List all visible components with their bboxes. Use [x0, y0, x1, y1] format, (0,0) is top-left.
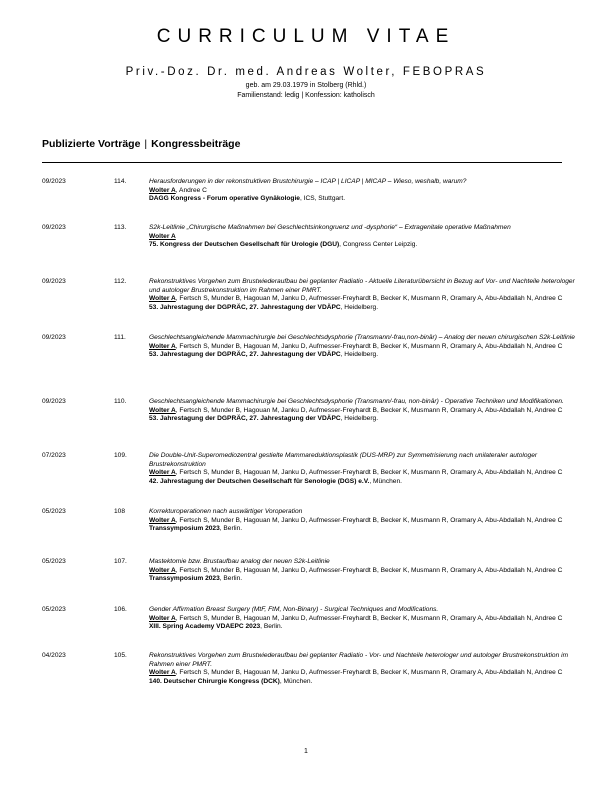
talk-date: 09/2023: [42, 178, 66, 185]
talk-authors: [149, 343, 586, 352]
talk-authors: [149, 567, 586, 576]
talk-body: [149, 278, 586, 312]
talk-coauthors: , Fertsch S, Munder B, Hagouan M, Janku D, Aufmesser-Freyhardt B, Becker K, Musmann R, Oramary A, Abu-Abdallah N, Andree C: [175, 614, 563, 622]
talk-venue-name: 53. Jahrestagung der DGPRÄC, 27. Jahrestagung der VDÄPC: [149, 303, 341, 311]
talk-venue: [149, 678, 586, 687]
talk-venue-name: Transsymposium 2023: [149, 525, 220, 533]
talk-lead-author: Wolter A: [149, 342, 176, 350]
talk-body: [149, 334, 586, 360]
talk-number: 110.: [114, 398, 127, 405]
talk-number: 114.: [114, 178, 127, 185]
talk-title: Mastektomie bzw. Brustaufbau analog der neuen S2k-Leitlinie: [149, 558, 330, 565]
birth-info: geb. am 29.03.1979 in Stolberg (Rhld.): [245, 82, 367, 89]
talk-body: [149, 508, 586, 534]
talk-body: [149, 558, 586, 584]
talk-authors: [149, 295, 586, 304]
talk-venue: [149, 415, 586, 424]
talk-body: [149, 178, 586, 204]
talk-venue-place: , Heidelberg.: [340, 303, 379, 311]
personal-info: Familienstand: ledig | Konfession: katholisch: [237, 92, 375, 99]
talk-body: [149, 452, 586, 486]
talk-title: Korrekturoperationen nach auswärtiger Voroperation: [149, 508, 303, 515]
talk-authors: [149, 407, 586, 416]
talk-date: 09/2023: [42, 278, 66, 285]
talk-coauthors: , Fertsch S, Munder B, Hagouan M, Janku D, Aufmesser-Freyhardt B, Becker K, Musmann R, Oramary A, Abu-Abdallah N, Andree C: [175, 566, 563, 574]
talk-coauthors: , Fertsch S, Munder B, Hagouan M, Janku D, Aufmesser-Freyhardt B, Becker K, Musmann R, Oramary A, Abu-Abdallah N, Andree C: [175, 669, 563, 677]
talk-title: Geschlechtsangleichende Mammachirurgie bei Geschlechtsdysphorie (Transmann/-frau, non-binär) - Operative Techniken und Modifikationen.: [149, 398, 564, 405]
talk-lead-author: Wolter A: [149, 186, 176, 194]
talk-date: 09/2023: [42, 398, 66, 405]
talk-venue-name: 53. Jahrestagung der DGPRÄC, 27. Jahrestagung der VDÄPC: [149, 415, 341, 423]
talk-authors: [149, 233, 586, 242]
talk-date: 05/2023: [42, 558, 66, 565]
talk-coauthors: , Fertsch S, Munder B, Hagouan M, Janku D, Aufmesser-Freyhardt B, Becker K, Musmann R, Oramary A, Abu-Abdallah N, Andree C: [175, 295, 563, 303]
talk-venue-place: , Berlin.: [260, 623, 283, 631]
talk-number: 111.: [114, 334, 126, 341]
talk-number: 107.: [114, 558, 127, 565]
talk-venue-place: , Berlin.: [219, 525, 243, 533]
section-heading: [42, 138, 240, 150]
talk-date: 09/2023: [42, 334, 66, 341]
talk-body: [149, 606, 586, 632]
talk-venue-place: , Heidelberg.: [340, 351, 379, 359]
talk-venue-place: , Congress Center Leipzig.: [339, 241, 418, 249]
talk-title: Geschlechtsangleichende Mammachirurgie bei Geschlechtsdysphorie (Transmann/-frau,non-binär) – Analog der neuen chirurgischen S2k-Leitlinie: [149, 334, 575, 341]
talk-lead-author: Wolter A: [149, 566, 176, 574]
cv-title: CURRICULUM VITAE: [156, 26, 456, 47]
talk-venue: [149, 241, 586, 250]
talk-body: [149, 398, 586, 424]
author-name: Priv.-Doz. Dr. med. Andreas Wolter, FEBOPRAS: [125, 66, 487, 78]
section-heading-left: Publizierte Vorträge: [42, 138, 141, 150]
talk-number: 105.: [114, 652, 127, 659]
talk-venue-name: 42. Jahrestagung der Deutschen Gesellschaft für Senologie (DGS) e.V.: [149, 477, 370, 485]
talk-number: 106.: [114, 606, 127, 613]
section-rule: [42, 162, 562, 163]
talk-venue: [149, 478, 586, 487]
talk-coauthors: , Fertsch S, Munder B, Hagouan M, Janku D, Aufmesser-Freyhardt B, Becker K, Musmann R, Oramary A, Abu-Abdallah N, Andree C: [175, 516, 563, 524]
talk-lead-author: Wolter A: [149, 669, 176, 677]
talk-date: 07/2023: [42, 452, 66, 459]
talk-number: 108: [114, 508, 126, 515]
talk-authors: [149, 517, 586, 526]
talk-number: 113.: [114, 224, 127, 231]
talk-lead-author: Wolter A: [149, 614, 176, 622]
talk-venue: [149, 525, 586, 534]
talk-authors: [149, 187, 586, 196]
talk-venue-place: , München.: [279, 677, 313, 685]
talk-venue-name: XIII. Spring Academy VDAEPC 2023: [149, 623, 261, 631]
talk-venue-place: , Heidelberg.: [340, 415, 379, 423]
talk-venue-place: , München.: [369, 477, 402, 485]
talk-date: 05/2023: [42, 508, 66, 515]
talk-title: Gender Affirmation Breast Surgery (MtF, FtM, Non-Binary) - Surgical Techniques and Modifications.: [149, 606, 439, 613]
talk-coauthors: , Andree C: [175, 186, 207, 194]
talk-date: 04/2023: [42, 652, 66, 659]
talk-coauthors: , Fertsch S, Munder B, Hagouan M, Janku D, Aufmesser-Freyhardt B, Becker K, Musmann R, Oramary A, Abu-Abdallah N, Andree C: [175, 342, 563, 350]
talk-title: Rekonstruktives Vorgehen zum Brustwiederaufbau bei geplanter Radiatio - Vor- und Nachteile heterologer und autologer Brustrekonstruktion im Rahmen einer PMRT.: [149, 652, 569, 668]
talk-venue: [149, 623, 586, 632]
talk-lead-author: Wolter A: [149, 406, 176, 414]
talk-body: [149, 224, 586, 250]
talk-lead-author: Wolter A: [149, 232, 176, 240]
talk-date: 05/2023: [42, 606, 66, 613]
talk-title: Die Double-Unit-Superomediozentral gestielte Mammareduktionsplastik (DUS-MRP) zur Symmetrisierung nach unilateraler autologer Brustrekonstruktion: [149, 452, 538, 468]
talk-date: 09/2023: [42, 224, 66, 231]
talk-body: [149, 652, 586, 686]
talk-venue: [149, 304, 586, 313]
talk-venue-name: DAGG Kongress - Forum operative Gynäkologie: [149, 195, 300, 203]
talk-number: 109.: [114, 452, 127, 459]
talk-venue: [149, 575, 586, 584]
talk-title: Herausforderungen in der rekonstruktiven Brustchirurgie – ICAP | LICAP | MICAP – Wieso, weshalb, warum?: [149, 178, 467, 185]
talk-number: 112.: [114, 278, 127, 285]
talk-venue-name: Transsymposium 2023: [149, 575, 220, 583]
talk-lead-author: Wolter A: [149, 295, 176, 303]
talk-venue-place: , ICS, Stuttgart.: [299, 195, 346, 203]
talk-title: S2k-Leitlinie „Chirurgische Maßnahmen bei Geschlechtsinkongruenz und -dysphorie“ – Extragenitale operative Maßnahmen: [149, 224, 511, 231]
talk-authors: [149, 469, 586, 478]
talk-venue-name: 75. Kongress der Deutschen Gesellschaft für Urologie (DGU): [149, 241, 340, 249]
talk-venue-place: , Berlin.: [219, 575, 243, 583]
talk-venue-name: 53. Jahrestagung der DGPRÄC, 27. Jahrestagung der VDÄPC: [149, 351, 341, 359]
page-number: 1: [304, 748, 308, 755]
talk-authors: [149, 669, 586, 678]
talk-venue-name: 140. Deutscher Chirurgie Kongress (DCK): [149, 677, 280, 685]
talk-venue: [149, 195, 586, 204]
talk-title: Rekonstruktives Vorgehen zum Brustwiederaufbau bei geplanter Radiatio - Aktuelle Literaturübersicht in Bezug auf Vor- und Nachteile heterologer und autologer Brustrekonstruktion im Rahmen einer PMRT.: [149, 278, 575, 294]
section-heading-right: Kongressbeiträge: [151, 138, 241, 150]
talk-venue: [149, 351, 586, 360]
talk-coauthors: , Fertsch S, Munder B, Hagouan M, Janku D, Aufmesser-Freyhardt B, Becker K, Musmann R, Oramary A, Abu-Abdallah N, Andree C: [175, 406, 563, 414]
talk-coauthors: , Fertsch S, Munder B, Hagouan M, Janku D, Aufmesser-Freyhardt B, Becker K, Musmann R, Oramary A, Abu-Abdallah N, Andree C: [175, 469, 563, 477]
talk-lead-author: Wolter A: [149, 469, 176, 477]
talk-authors: [149, 615, 586, 624]
section-heading-separator: |: [144, 138, 148, 150]
talk-lead-author: Wolter A: [149, 516, 176, 524]
